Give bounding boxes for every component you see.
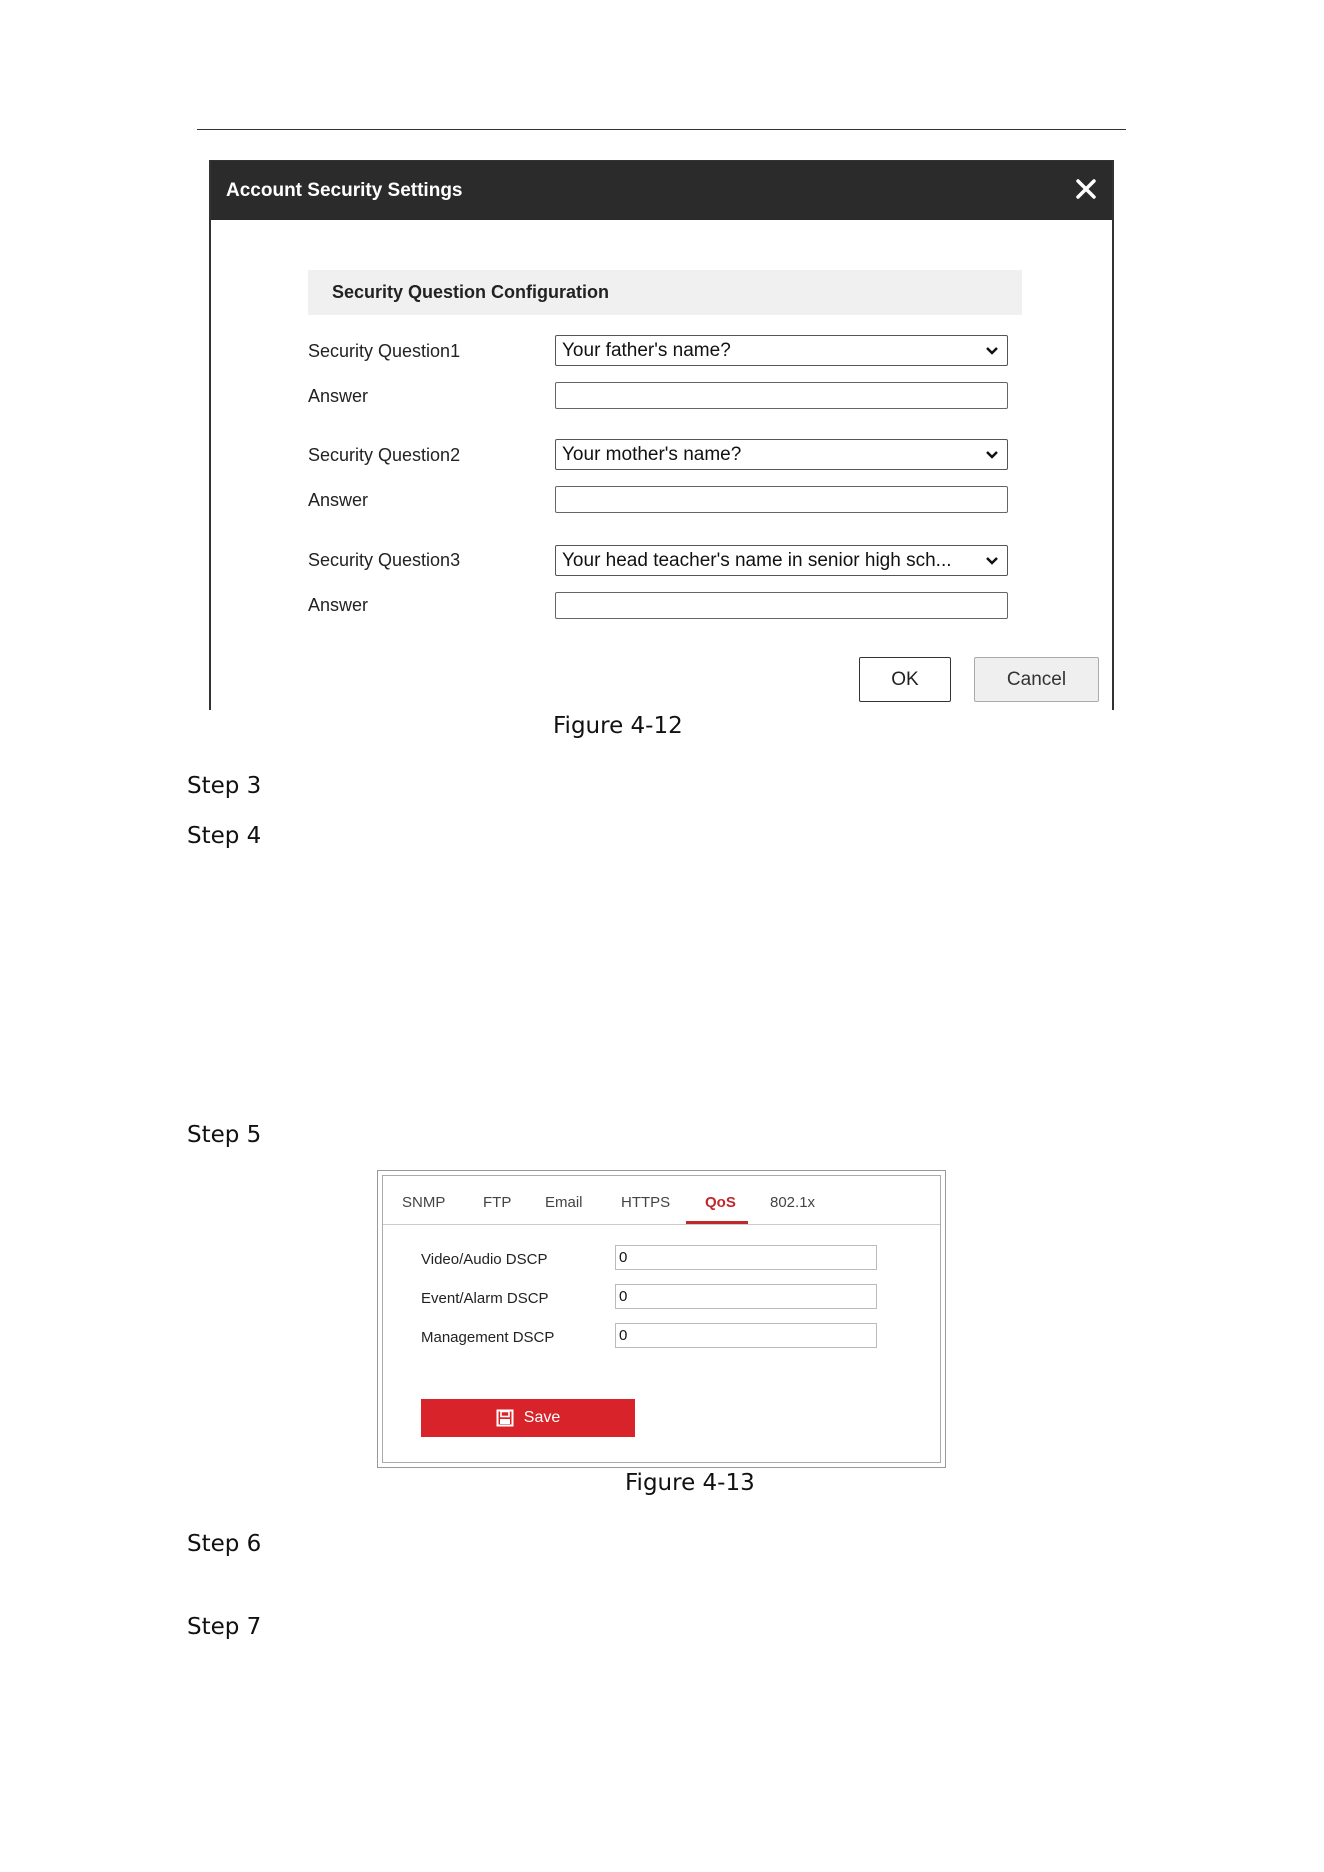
- question3-select[interactable]: [555, 545, 1008, 576]
- step-label: Step 5: [187, 1122, 262, 1148]
- answer2-input[interactable]: [555, 486, 1008, 513]
- answer3-label: Answer: [308, 595, 369, 615]
- step-label: Step 7: [187, 1614, 262, 1640]
- dialog-header: [211, 161, 1112, 220]
- answer3-input[interactable]: [555, 592, 1008, 619]
- tab-qos[interactable]: QoS: [705, 1194, 736, 1211]
- video-audio-dscp-input[interactable]: 0: [615, 1245, 877, 1270]
- question2-label: Security Question2: [308, 445, 461, 465]
- management-dscp-label: Management DSCP: [421, 1329, 555, 1346]
- section-title: Security Question Configuration: [308, 270, 1022, 315]
- question3-label: Security Question3: [308, 550, 461, 570]
- step-label: Step 6: [187, 1531, 262, 1557]
- tab-bar: [383, 1176, 940, 1225]
- tab-8021x[interactable]: 802.1x: [770, 1194, 816, 1211]
- tab-snmp[interactable]: SNMP: [402, 1194, 446, 1211]
- question1-selected: Your father's name?: [562, 339, 731, 361]
- management-dscp-input[interactable]: 0: [615, 1323, 877, 1348]
- qos-settings-panel: [377, 1170, 946, 1468]
- question2-selected: Your mother's name?: [562, 443, 742, 465]
- question1-label: Security Question1: [308, 341, 461, 361]
- qos-inner-frame: [382, 1175, 941, 1463]
- event-alarm-dscp-label: Event/Alarm DSCP: [421, 1290, 549, 1307]
- chevron-down-icon: [977, 546, 1007, 576]
- figure-caption: Figure 4-12: [553, 713, 683, 739]
- answer2-label: Answer: [308, 490, 369, 510]
- save-button[interactable]: [421, 1399, 635, 1437]
- tab-email[interactable]: Email: [545, 1194, 583, 1211]
- chevron-down-icon: [977, 336, 1007, 366]
- account-security-dialog: [209, 160, 1114, 710]
- answer1-label: Answer: [308, 386, 369, 406]
- step-label: Step 3: [187, 773, 262, 799]
- answer1-input[interactable]: [555, 382, 1008, 409]
- active-tab-indicator: [686, 1221, 748, 1224]
- close-icon[interactable]: [1072, 175, 1100, 203]
- cancel-button[interactable]: Cancel: [974, 657, 1099, 702]
- header-rule: [197, 129, 1126, 130]
- question2-select[interactable]: [555, 439, 1008, 470]
- floppy-disk-icon: [496, 1409, 514, 1427]
- step-label: Step 4: [187, 823, 262, 849]
- question1-select[interactable]: [555, 335, 1008, 366]
- question3-selected: Your head teacher's name in senior high sch...: [562, 549, 952, 571]
- chevron-down-icon: [977, 440, 1007, 470]
- tab-ftp[interactable]: FTP: [483, 1194, 512, 1211]
- video-audio-dscp-label: Video/Audio DSCP: [421, 1251, 548, 1268]
- ok-button[interactable]: OK: [859, 657, 951, 702]
- save-label: Save: [523, 1409, 561, 1426]
- tab-https[interactable]: HTTPS: [621, 1194, 671, 1211]
- event-alarm-dscp-input[interactable]: 0: [615, 1284, 877, 1309]
- figure-caption: Figure 4-13: [625, 1470, 755, 1496]
- dialog-title: Account Security Settings: [226, 179, 463, 201]
